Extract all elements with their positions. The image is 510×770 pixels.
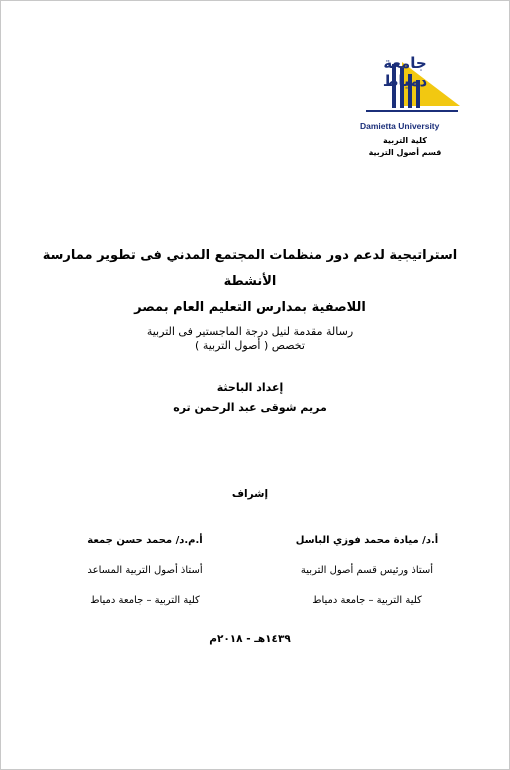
thesis-title-line-1: استراتيجية لدعم دور منظمات المجتمع المدني فى تطوير ممارسة الأنشطة <box>42 248 458 289</box>
supervisor-1 <box>282 526 452 616</box>
prepared-by <box>60 378 440 418</box>
university-arabic-name: جامعة دمياط <box>382 54 428 90</box>
prepared-by-label: إعداد الباحثة <box>216 381 284 394</box>
supervisor-title: أستاذ ورئيس قسم أصول التربية <box>300 565 434 576</box>
supervisor-title: أستاذ أصول التربية المساعد <box>87 565 203 576</box>
supervisor-affiliation: كلية التربية – جامعة دمياط <box>312 595 422 606</box>
university-english-name: Damietta University <box>360 121 440 131</box>
college-name: كلية التربية <box>383 136 427 145</box>
degree-line-1: رسالة مقدمة لنيل درجة الماجستير فى التربية <box>146 325 354 338</box>
department-name: قسم أصول التربية <box>368 148 442 157</box>
thesis-title-line-2: اللاصفية بمدارس التعليم العام بمصر <box>134 300 366 315</box>
date-line: ١٤٣٩هـ - ٢٠١٨م <box>209 633 291 645</box>
supervision-label: إشراف <box>231 488 269 500</box>
supervisor-name: أ.م.د/ محمد حسن جمعة <box>87 535 203 546</box>
supervisor-name: أ.د/ ميادة محمد فوزي الباسل <box>295 535 439 546</box>
supervisor-2 <box>60 526 230 616</box>
supervisor-affiliation: كلية التربية – جامعة دمياط <box>90 595 200 606</box>
degree-statement <box>60 325 440 353</box>
degree-line-2: تخصص ( أصول التربية ) <box>195 339 305 352</box>
researcher-name: مريم شوقى عبد الرحمن تره <box>173 401 327 414</box>
thesis-title <box>40 243 460 321</box>
faculty-info <box>360 135 450 159</box>
